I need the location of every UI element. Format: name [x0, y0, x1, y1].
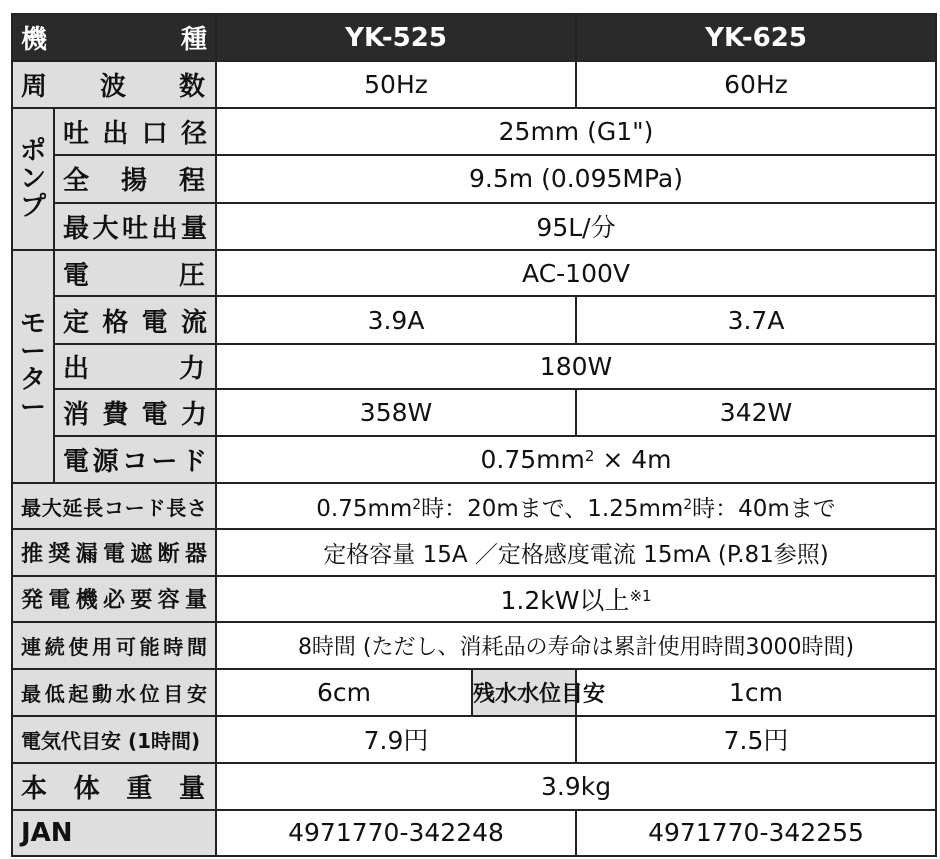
- spec-table: [11, 13, 937, 857]
- generator-label: 発電機必要容量: [12, 576, 216, 622]
- outlet-value: 25mm (G1"): [216, 108, 936, 155]
- max-extension-label: 最大延長コード長さ: [12, 483, 216, 529]
- total-head-label: 全揚程: [54, 155, 216, 202]
- jan-yk625: 4971770-342255: [576, 810, 936, 857]
- voltage-value: AC-100V: [216, 250, 936, 296]
- frequency-row: [12, 61, 936, 107]
- max-extension-value: [216, 483, 936, 529]
- pump-discharge-row: [12, 203, 936, 250]
- motor-group-label: [12, 250, 54, 483]
- max-extension-row: [12, 483, 936, 529]
- power-cord-superscript: 2: [584, 446, 595, 465]
- power-cord-value: [216, 436, 936, 482]
- generator-row: [12, 576, 936, 622]
- max-extension-text: 時：20mまで、1.25mm: [421, 495, 684, 522]
- generator-value-text: 1.2kW以上: [500, 585, 630, 615]
- continuous-value: 8時間 (ただし、消耗品の寿命は累計使用時間3000時間): [216, 622, 936, 669]
- pump-group-label: [12, 108, 54, 250]
- power-cord-value-text: × 4m: [594, 445, 672, 475]
- residual-water-level-value: 1cm: [576, 669, 936, 715]
- motor-group-char: ー: [19, 393, 46, 424]
- model-label: 機 種: [12, 14, 216, 61]
- model-yk625: YK-625: [576, 14, 936, 61]
- total-head-value: 9.5m (0.095MPa): [216, 155, 936, 202]
- pump-group-char: ン: [19, 163, 46, 194]
- power-consumption-yk525: 358W: [216, 389, 576, 436]
- pump-group-char: ポ: [19, 135, 46, 166]
- output-value: 180W: [216, 344, 936, 389]
- motor-voltage-row: [12, 250, 936, 296]
- breaker-row: [12, 529, 936, 575]
- electricity-cost-label: 電気代目安 (1時間): [12, 716, 216, 763]
- motor-current-row: [12, 296, 936, 343]
- generator-note: ※1: [629, 587, 652, 606]
- rated-current-yk525: 3.9A: [216, 296, 576, 343]
- voltage-label: 電圧: [54, 250, 216, 296]
- max-extension-superscript: 2: [683, 496, 693, 513]
- max-discharge-value: 95L/分: [216, 203, 936, 250]
- header-row: [12, 14, 936, 61]
- weight-row: [12, 763, 936, 809]
- motor-output-row: [12, 344, 936, 389]
- max-extension-text: 時：40mまで: [692, 495, 836, 522]
- max-extension-superscript: 2: [412, 496, 422, 513]
- output-label: 出力: [54, 344, 216, 389]
- jan-yk525: 4971770-342248: [216, 810, 576, 857]
- max-discharge-label: 最大吐出量: [54, 203, 216, 250]
- model-yk525: YK-525: [216, 14, 576, 61]
- pump-group-char: プ: [19, 191, 46, 222]
- max-extension-text: 0.75mm: [316, 495, 413, 522]
- motor-group-char: ー: [19, 337, 46, 368]
- electricity-cost-row: [12, 716, 936, 763]
- weight-value: 3.9kg: [216, 763, 936, 809]
- min-water-level-label: 最低起動水位目安: [12, 669, 216, 715]
- jan-label: JAN: [12, 810, 216, 857]
- water-level-row: [12, 669, 936, 715]
- motor-group-char: モ: [19, 309, 46, 340]
- frequency-label: 周波数: [12, 61, 216, 107]
- rated-current-yk625: 3.7A: [576, 296, 936, 343]
- breaker-label: 推奨漏電遮断器: [12, 529, 216, 575]
- motor-group-char: タ: [19, 365, 46, 396]
- power-cord-label: 電源コード: [54, 436, 216, 482]
- residual-water-level-label: [472, 669, 606, 715]
- min-water-level-value: 6cm: [216, 669, 472, 715]
- motor-cord-row: [12, 436, 936, 482]
- motor-consumption-row: [12, 389, 936, 436]
- pump-outlet-row: [12, 108, 936, 155]
- weight-label: 本体重量: [12, 763, 216, 809]
- power-consumption-yk625: 342W: [576, 389, 936, 436]
- frequency-value-yk625: 60Hz: [576, 61, 936, 107]
- rated-current-label: 定格電流: [54, 296, 216, 343]
- jan-row: [12, 810, 936, 857]
- continuous-label: 連続使用可能時間: [12, 622, 216, 669]
- electricity-cost-yk625: 7.5円: [576, 716, 936, 763]
- electricity-cost-yk525: 7.9円: [216, 716, 576, 763]
- generator-value: [216, 576, 936, 622]
- breaker-value: 定格容量 15A ／定格感度電流 15mA (P.81参照): [216, 529, 936, 575]
- frequency-value-yk525: 50Hz: [216, 61, 576, 107]
- power-cord-value-text: 0.75mm: [480, 445, 585, 475]
- outlet-label: 吐出口径: [54, 108, 216, 155]
- continuous-row: [12, 622, 936, 669]
- power-consumption-label: 消費電力: [54, 389, 216, 436]
- pump-head-row: [12, 155, 936, 202]
- residual-water-level-label-text: 残水水位目安: [473, 682, 606, 708]
